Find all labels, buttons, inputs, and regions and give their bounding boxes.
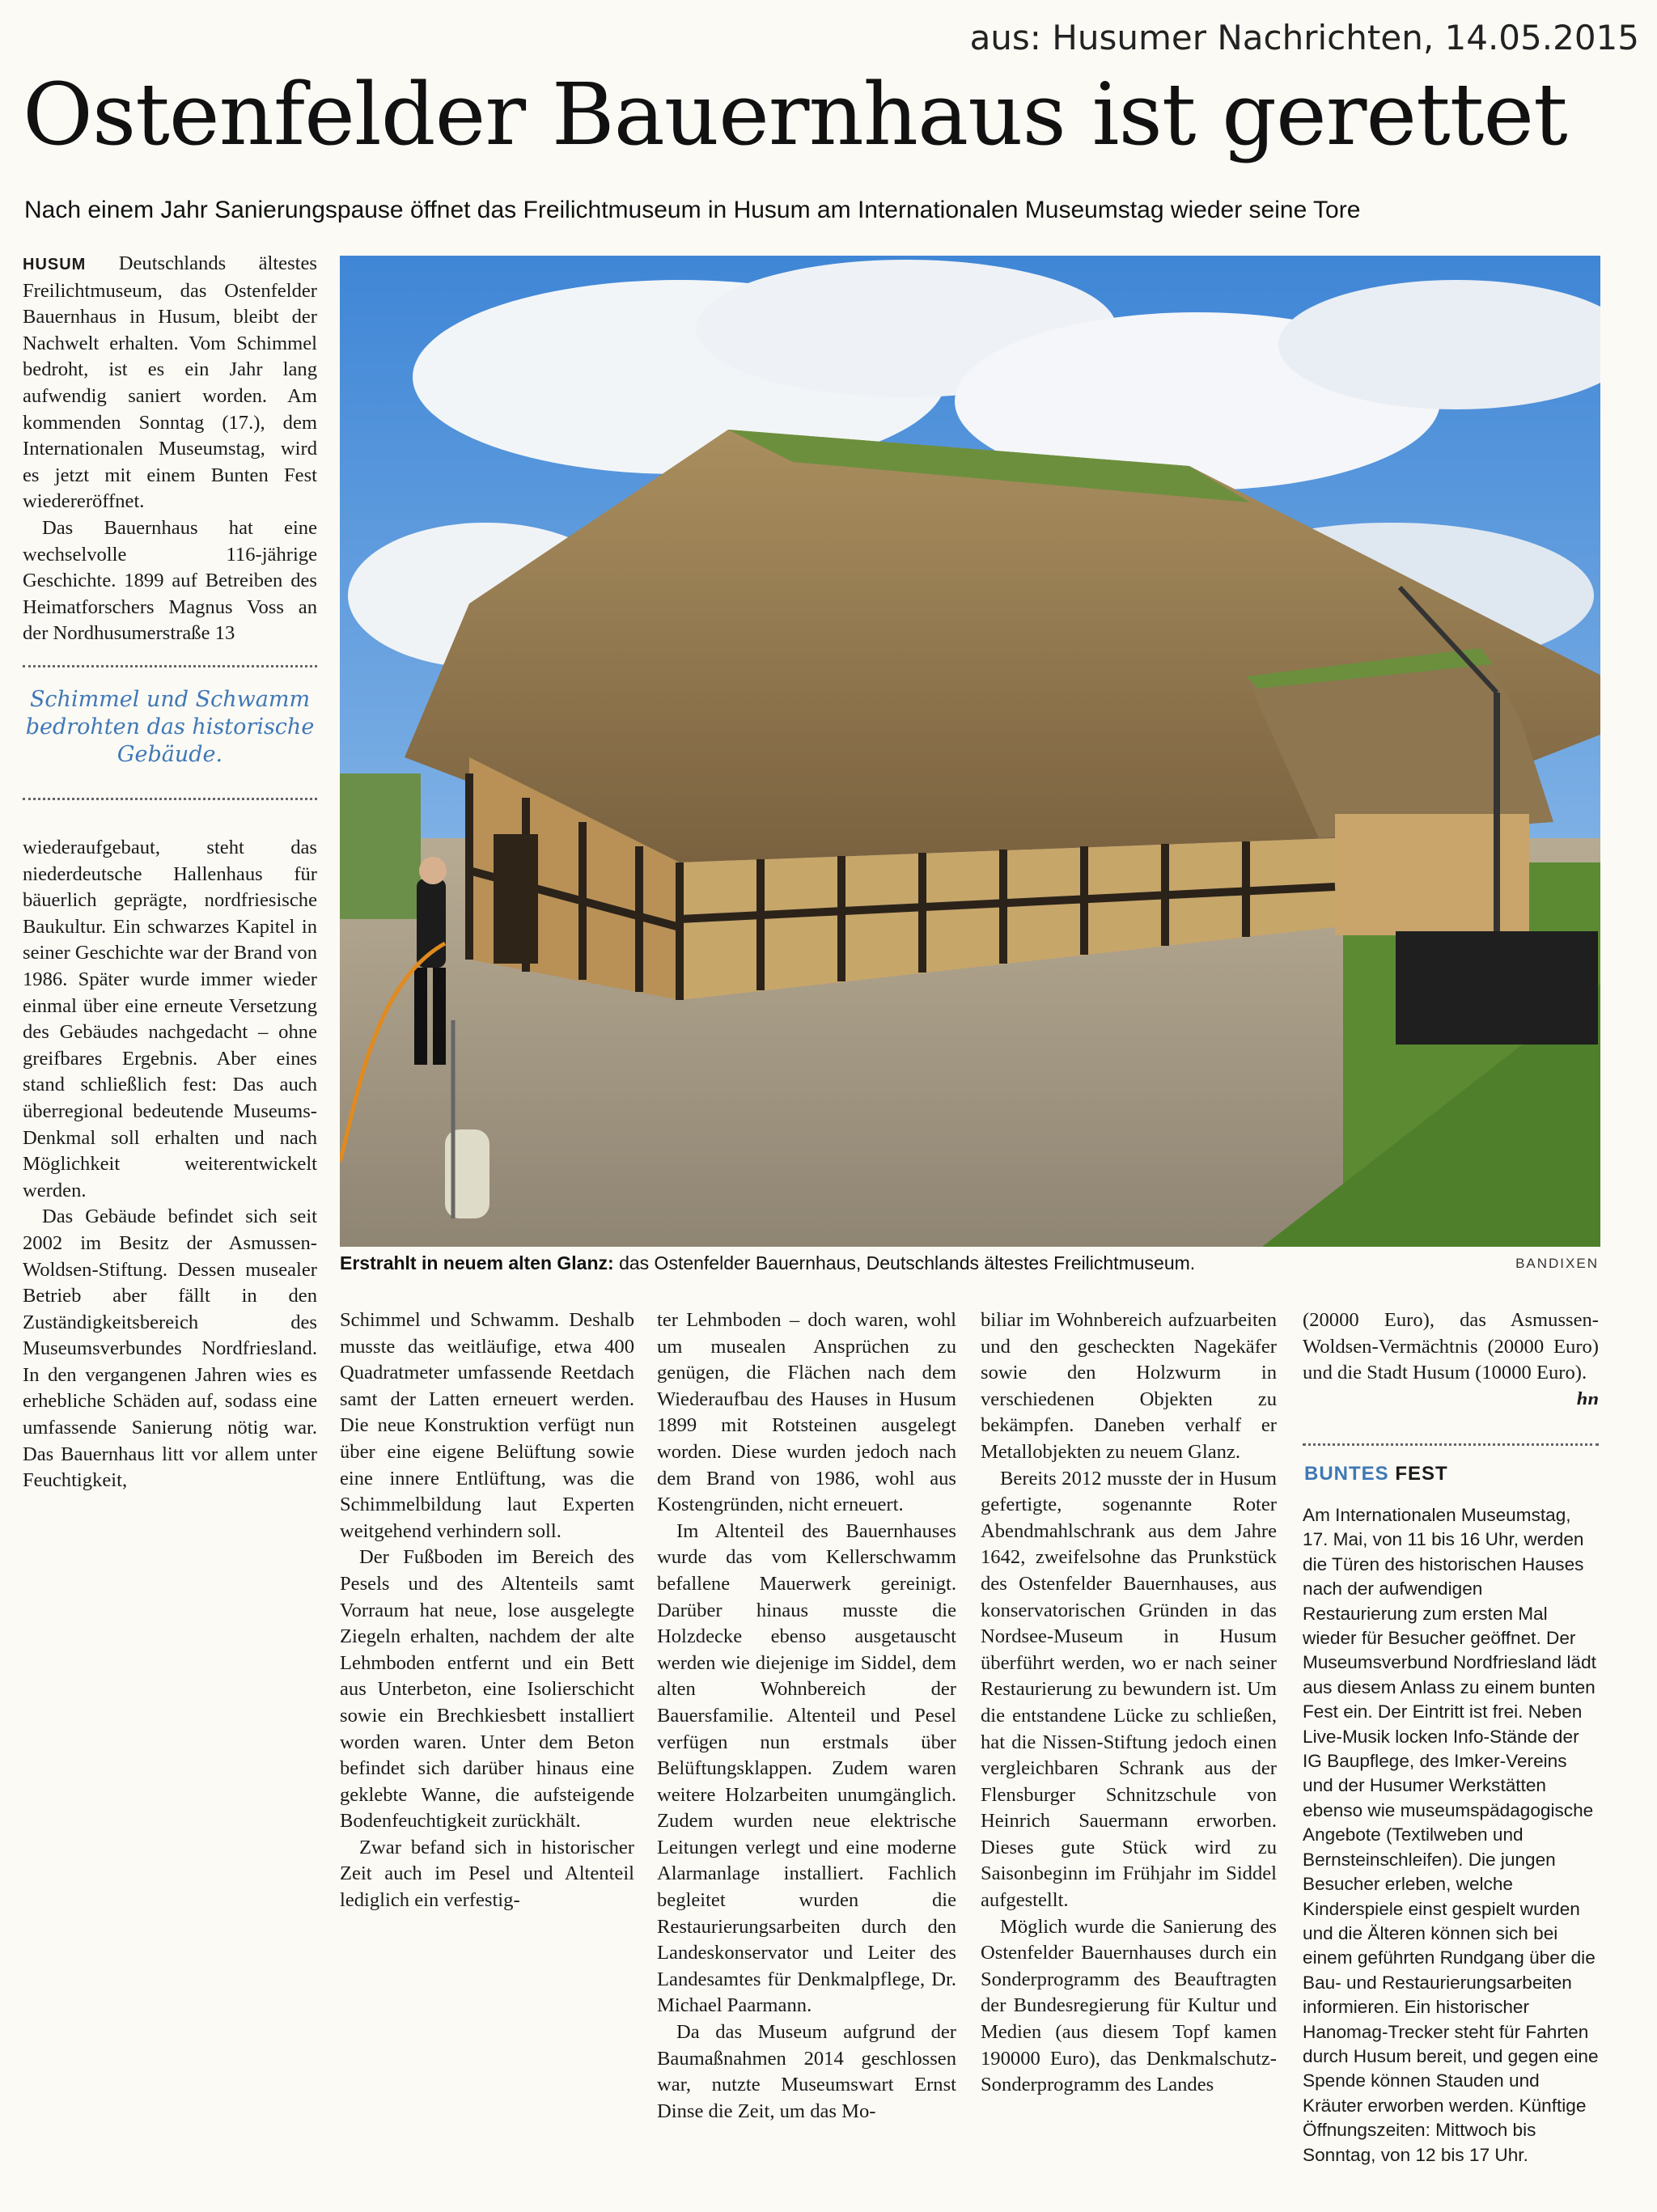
paragraph: Bereits 2012 musste der in Husum gefertigte, sogenannte Roter Abendmahlschrank aus dem Jahre 1642, zweifelsohne das Prunkstück des Ostenfelder Bauernhauses, aus konservatorischen Gründen in das Nordsee-Museum in Husum überführt werden, wo er nach seiner Restaurierung zu bewundern ist. Um die entstandene Lücke zu schließen, hat die Nissen-Stiftung jedoch einen vergleichbaren Schrank aus der Flensburger Schnitzschule von Heinrich Sauermann erworben. Dieses gute Stück wird zu Saisonbeginn im Frühjahr im Siddel aufgestellt.: [981, 1467, 1277, 1912]
article-column-1: [23, 251, 317, 647]
article-column-3: [657, 1307, 956, 2181]
paragraph: Der Fußboden im Bereich des Pesels und des Altenteils samt Vorraum hat neue, lose ausgelegte Ziegeln erhalten, nachdem der alte Lehmboden entfernt und ein Bett aus Unterbeton, eine Isolierschicht sowie ein Brechkiesbett installiert worden waren. Unter dem Beton befindet sich darüber hinaus eine geklebte Wanne, die aufsteigende Bodenfeuchtigkeit zurückhält.: [340, 1546, 634, 1833]
lead-paragraph: HUSUM Deutschlands ältestes Freilichtmuseum, das Ostenfelder Bauernhaus in Husum, bleibt der Nachwelt erhalten. Vom Schimmel bedroht, ist es ein Jahr lang aufwendig saniert worden. Am kommenden Sonntag (17.), dem Internationalen Museumstag, wird es jetzt mit einem Bunten Fest wiedereröffnet.: [23, 252, 317, 513]
subheadline: Nach einem Jahr Sanierungspause öffnet das Freilichtmuseum in Husum am Internationalen Museumstag wieder seine Tore: [24, 197, 1361, 223]
divider: [23, 798, 317, 800]
info-box-text: Am Internationalen Museumstag, 17. Mai, von 11 bis 16 Uhr, werden die Türen des historischen Hauses nach der aufwendigen Restaurierung zum ersten Mal wieder für Besucher geöffnet. Der Museumsverbund Nordfriesland lädt aus diesem Anlass zu einem bunten Fest ein. Der Eintritt ist frei. Neben Live-Musik locken Info-Stände der IG Baupflege, des Imker-Vereins und der Husumer Werkstätten ebenso wie museumspädagogische Angebote (Textilweben und Bernsteinschleifen). Die jungen Besucher erleben, welche Kinderspiele einst gespielt wurden und die Älteren können sich bei einem geführten Rundgang über die Bau- und Restaurierungsarbeiten informieren. Ein historischer Hanomag-Trecker steht für Fahrten durch Husum bereit, und gegen eine Spende können Stauden und Kräuter erworben werden. Künftige Öffnungszeiten: Mittwoch bis Sonntag, von 12 bis 17 Uhr.: [1303, 1505, 1599, 2165]
article-column-2: [340, 1307, 634, 2181]
paragraph: (20000 Euro), das Asmussen-Woldsen-Vermächtnis (20000 Euro) und die Stadt Husum (10000 Euro). hn: [1303, 1307, 1599, 1387]
farmhouse-photo-illustration: [340, 256, 1600, 1247]
paragraph: Das Bauernhaus hat eine wechselvolle 116-jährige Geschichte. 1899 auf Betreiben des Heimatforschers Magnus Voss an der Nordhusumerstraße 13: [23, 516, 317, 645]
photo-credit: BANDIXEN: [1515, 1256, 1599, 1271]
headline: Ostenfelder Bauernhaus ist gerettet: [23, 65, 1567, 164]
info-box-heading: BUNTES FEST: [1304, 1463, 1448, 1485]
article-column-5: [1303, 1307, 1599, 1405]
divider: [23, 665, 317, 667]
author-signature: hn: [1576, 1388, 1599, 1405]
dateline: HUSUM: [23, 256, 87, 273]
article-photo: [340, 256, 1600, 1247]
pull-quote: Schimmel und Schwamm bedrohten das historische Gebäude.: [25, 687, 315, 767]
article-column-4: [981, 1307, 1277, 2181]
article-column-1-continued: [23, 835, 317, 1521]
photo-caption: Erstrahlt in neuem alten Glanz: das Ostenfelder Bauernhaus, Deutschlands ältestes Freilichtmuseum.: [340, 1252, 1196, 1273]
paragraph: Schimmel und Schwamm. Deshalb musste das weitläufige, etwa 400 Quadratmeter umfassende Reetdach samt der Latten erneuert werden. Die neue Konstruktion verfügt nun über eine eigene Belüftung sowie eine innere Entlüftung, was die Schimmelbildung laut Experten weitgehend verhindern soll.: [340, 1309, 634, 1542]
paragraph: biliar im Wohnbereich aufzuarbeiten und den gescheckten Nagekäfer sowie den Holzwurm in verschiedenen Objekten zu bekämpfen. Daneben verhalf er Metallobjekten zu neuem Glanz.: [981, 1309, 1277, 1463]
paragraph: Möglich wurde die Sanierung des Ostenfelder Bauernhauses durch ein Sonderprogramm des Beauftragten der Bundesregierung für Kultur und Medien (aus diesem Topf kamen 190000 Euro), das Denkmalschutz-Sonderprogramm des Landes: [981, 1915, 1277, 2096]
paragraph: Im Altenteil des Bauernhauses wurde das vom Kellerschwamm befallene Mauerwerk gereinigt. Darüber hinaus musste die Holzdecke ebenso ausgetauscht werden wie diejenige im Siddel, dem alten Wohnbereich der Bauersfamilie. Altenteil und Pesel verfügen nun erstmals über Belüftungsklappen. Zudem waren weitere Holzarbeiten unumgänglich. Zudem wurden neue elektrische Leitungen verlegt und eine moderne Alarmanlage installiert. Fachlich begleitet wurden die Restaurierungsarbeiten durch den Landeskonservator und Leiter des Landesamtes für Denkmalpflege, Dr. Michael Paarmann.: [657, 1519, 956, 2017]
paragraph: Das Gebäude befindet sich seit 2002 im Besitz der Asmussen-Woldsen-Stiftung. Dessen musealer Betrieb aber fällt in den Zuständigkeitsbereich des Museumsverbundes Nordfriesland. In den vergangenen Jahren wies es erhebliche Schäden auf, sodass eine umfassende Sanierung nötig war. Das Bauernhaus litt vor allem unter Feuchtigkeit,: [23, 1206, 317, 1492]
divider: [1303, 1443, 1599, 1446]
paragraph: wiederaufgebaut, steht das niederdeutsche Hallenhaus für bäuerlich geprägte, nordfriesische Baukultur. Ein schwarzes Kapitel in seiner Geschichte war der Brand von 1986. Später wurde immer wieder einmal über eine erneute Versetzung des Gebäudes nachgedacht – ohne greifbares Ergebnis. Aber eines stand schließlich fest: Das auch überregional bedeutende Museums-Denkmal soll erhalten und nach Möglichkeit weiterentwickelt werden.: [23, 837, 317, 1201]
paragraph: Zwar befand sich in historischer Zeit auch im Pesel und Altenteil lediglich ein verfestig-: [340, 1836, 634, 1912]
paragraph: Da das Museum aufgrund der Baumaßnahmen 2014 geschlossen war, nutzte Museumswart Ernst Dinse die Zeit, um das Mo-: [657, 2021, 956, 2122]
source-note: aus: Husumer Nachrichten, 14.05.2015: [969, 18, 1639, 57]
paragraph: ter Lehmboden – doch waren, wohl um musealen Ansprüchen zu genügen, die Flächen nach dem Wiederaufbau des Hauses in Husum 1899 mit Rotsteinen ausgelegt worden. Diese wurden jedoch nach dem Brand von 1986, wohl aus Kostengründen, nicht erneuert.: [657, 1309, 956, 1516]
